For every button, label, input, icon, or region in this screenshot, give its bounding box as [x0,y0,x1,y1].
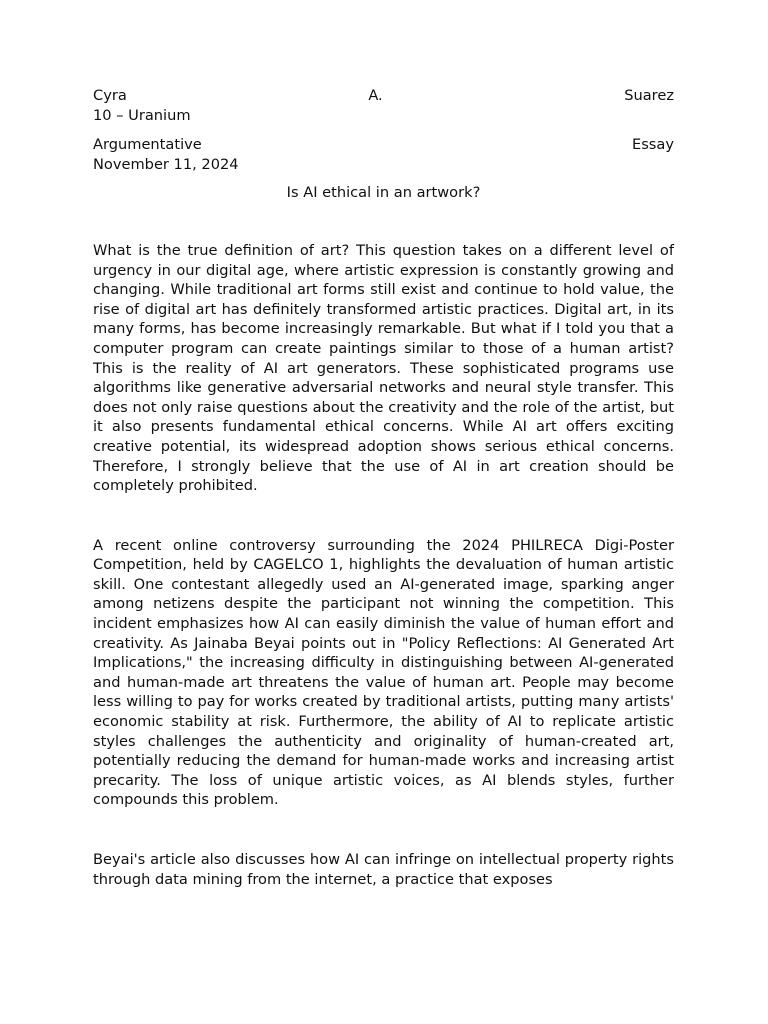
document-date: November 11, 2024 [93,155,239,173]
body-paragraph: What is the true definition of art? This question takes on a different level of urgency in our digital age, where artistic expression is constantly growing and changing. While traditional art forms still exist and continue to hold value, the rise of digital art has definitely transformed artistic practices. Digital art, in its many forms, has become increasingly remarkable. But what if I told you that a computer program can create paintings similar to those of a human artist? This is the reality of AI art generators. These sophisticated programs use algorithms like generative adversarial networks and neural style transfer. This does not only raise questions about the creativity and the role of the artist, but it also presents fundamental ethical concerns. While AI art offers exciting creative potential, its widespread adoption shows serious ethical concerns. Therefore, I strongly believe that the use of AI in art creation should be completely prohibited. [93,241,674,495]
author-last-name: Suarez [624,87,674,104]
body-paragraph: Beyai's article also discusses how AI can infringe on intellectual property rights through data mining from the internet, a practice that exposes [93,851,674,888]
author-name-line [93,86,674,106]
author-middle-initial: A. [368,87,383,104]
author-first-name: Cyra [93,87,127,104]
essay-page [93,86,674,889]
document-type-line [93,135,674,155]
document-type-right: Essay [631,136,674,154]
essay-title: Is AI ethical in an artwork? [286,184,481,202]
document-type-left: Argumentative [93,136,202,154]
body-paragraph: A recent online controversy surrounding the 2024 PHILRECA Digi-Poster Competition, held by CAGELCO 1, highlights the devaluation of human artistic skill. One contestant allegedly used an AI-generated image, sparking anger among netizens despite the participant not winning the competition. This incident emphasizes how AI can easily diminish the value of human effort and creativity. As Jainaba Beyai points out in "Policy Reflections: AI Generated Art Implications," the increasing difficulty in distinguishing between AI-generated and human-made art threatens the value of human art. People may become less willing to pay for works created by traditional artists, putting many artists' economic stability at risk. Furthermore, the ability of AI to replicate artistic styles challenges the authenticity and originality of human-created art, potentially reducing the demand for human-made works and increasing artist precarity. The loss of unique artistic voices, as AI blends styles, further compounds this problem. [93,536,674,809]
class-section: 10 – Uranium [93,106,191,124]
